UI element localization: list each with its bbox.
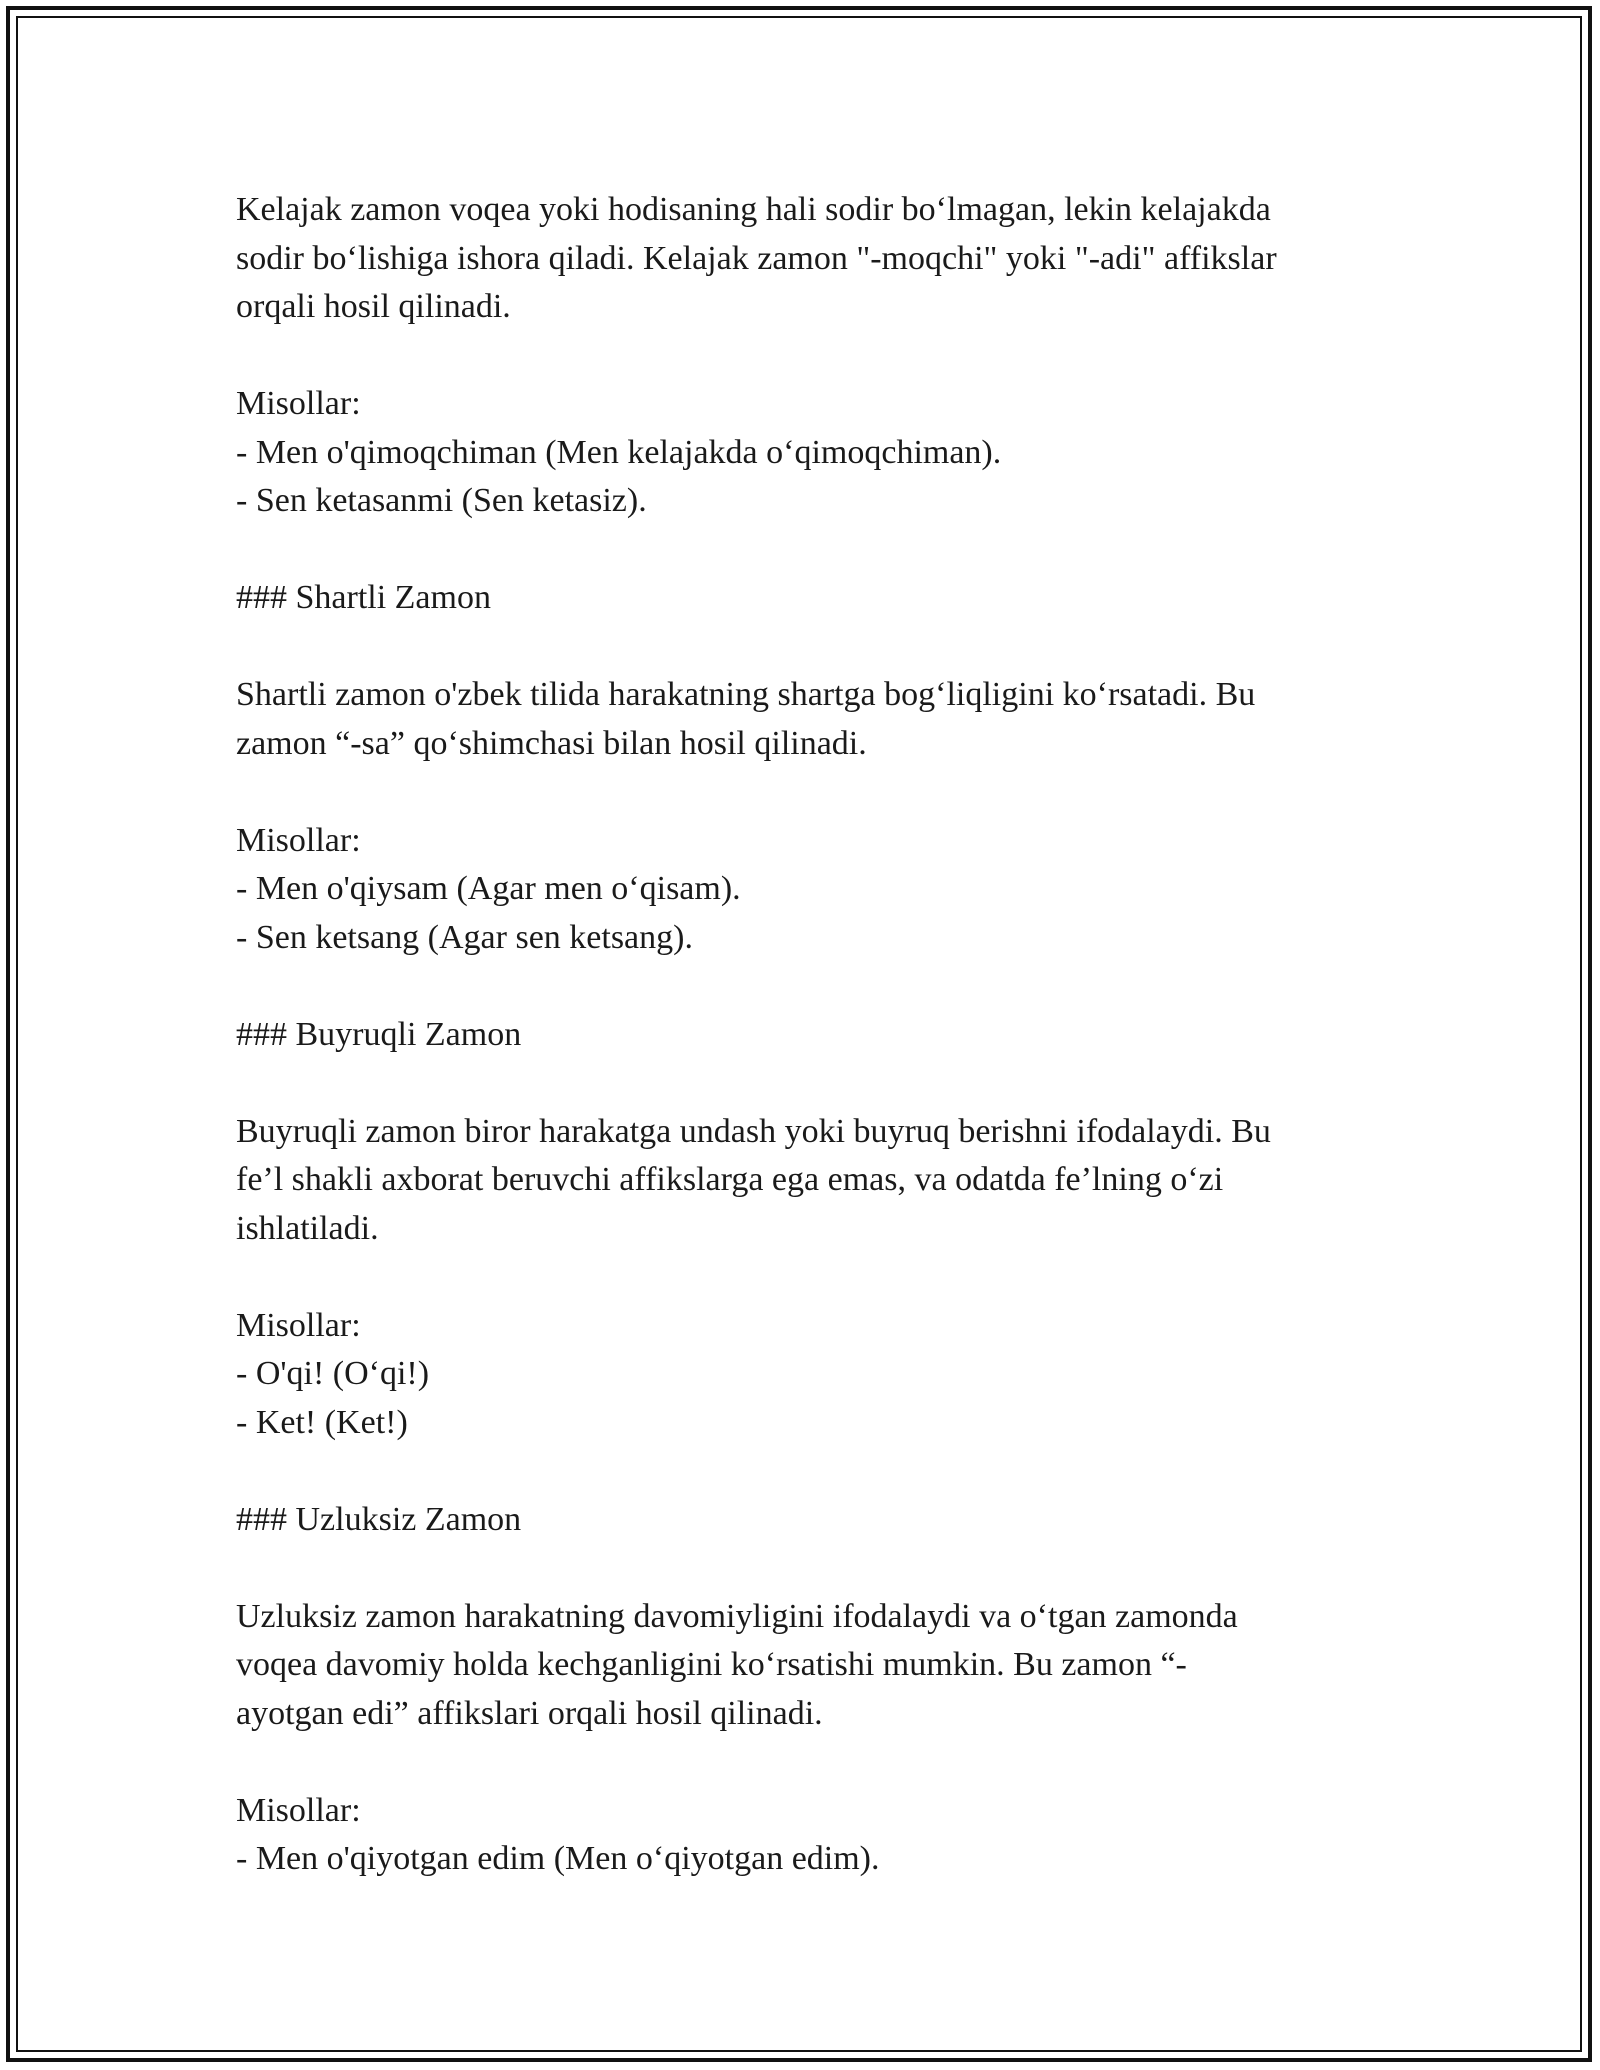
example-item: - Men o'qiyotgan edim (Men o‘qiyotgan edim). xyxy=(236,1840,880,1877)
paragraph-continuous-tense xyxy=(236,1593,1376,1739)
paragraph-imperative-tense xyxy=(236,1108,1376,1254)
paragraph-future-tense xyxy=(236,186,1376,332)
text-line: zamon “-sa” qo‘shimchasi bilan hosil qilinadi. xyxy=(236,724,867,762)
text-line: Buyruqli zamon biror harakatga undash yoki buyruq berishni ifodalaydi. Bu xyxy=(236,1112,1271,1150)
example-item: - Sen ketsang (Agar sen ketsang). xyxy=(236,918,693,956)
examples-label: Misollar: xyxy=(236,821,361,859)
section-heading: ### Shartli Zamon xyxy=(236,579,491,616)
example-item: - Sen ketasanmi (Sen ketasiz). xyxy=(236,482,647,519)
example-item: - O'qi! (O‘qi!) xyxy=(236,1355,430,1392)
text-line: voqea davomiy holda kechganligini ko‘rsatishi mumkin. Bu zamon “- xyxy=(236,1646,1187,1683)
section-heading: ### Buyruqli Zamon xyxy=(236,1015,522,1053)
example-item: - Ket! (Ket!) xyxy=(236,1403,408,1441)
text-line: Kelajak zamon voqea yoki hodisaning hali sodir bo‘lmagan, lekin kelajakda xyxy=(236,191,1271,228)
text-line: Shartli zamon o'zbek tilida harakatning shartga bog‘liqligini ko‘rsatadi. Bu xyxy=(236,676,1256,713)
example-item: - Men o'qiysam (Agar men o‘qisam). xyxy=(236,870,741,907)
text-line: ishlatiladi. xyxy=(236,1209,379,1247)
text-line: fe’l shakli axborat beruvchi affikslarga ega emas, va odatda fe’lning o‘zi xyxy=(236,1161,1224,1198)
examples-label: Misollar: xyxy=(236,1306,361,1344)
example-item: - Men o'qimoqchiman (Men kelajakda o‘qimoqchiman). xyxy=(236,433,1002,471)
document-body xyxy=(236,186,1376,1884)
section-heading: ### Uzluksiz Zamon xyxy=(236,1500,522,1538)
examples-continuous-tense xyxy=(236,1787,1376,1884)
examples-label: Misollar: xyxy=(236,1791,361,1829)
examples-future-tense xyxy=(236,380,1376,526)
text-line: ayotgan edi” affikslari orqali hosil qilinadi. xyxy=(236,1694,823,1732)
text-line: orqali hosil qilinadi. xyxy=(236,288,511,325)
heading-conditional-tense xyxy=(236,574,1376,623)
examples-label: Misollar: xyxy=(236,385,361,422)
heading-imperative-tense xyxy=(236,1011,1376,1060)
examples-imperative-tense xyxy=(236,1302,1376,1448)
examples-conditional-tense xyxy=(236,817,1376,963)
text-line: Uzluksiz zamon harakatning davomiyligini ifodalaydi va o‘tgan zamonda xyxy=(236,1597,1238,1635)
text-line: sodir bo‘lishiga ishora qiladi. Kelajak zamon "-moqchi" yoki "-adi" affikslar xyxy=(236,239,1277,277)
heading-continuous-tense xyxy=(236,1496,1376,1545)
paragraph-conditional-tense xyxy=(236,671,1376,768)
